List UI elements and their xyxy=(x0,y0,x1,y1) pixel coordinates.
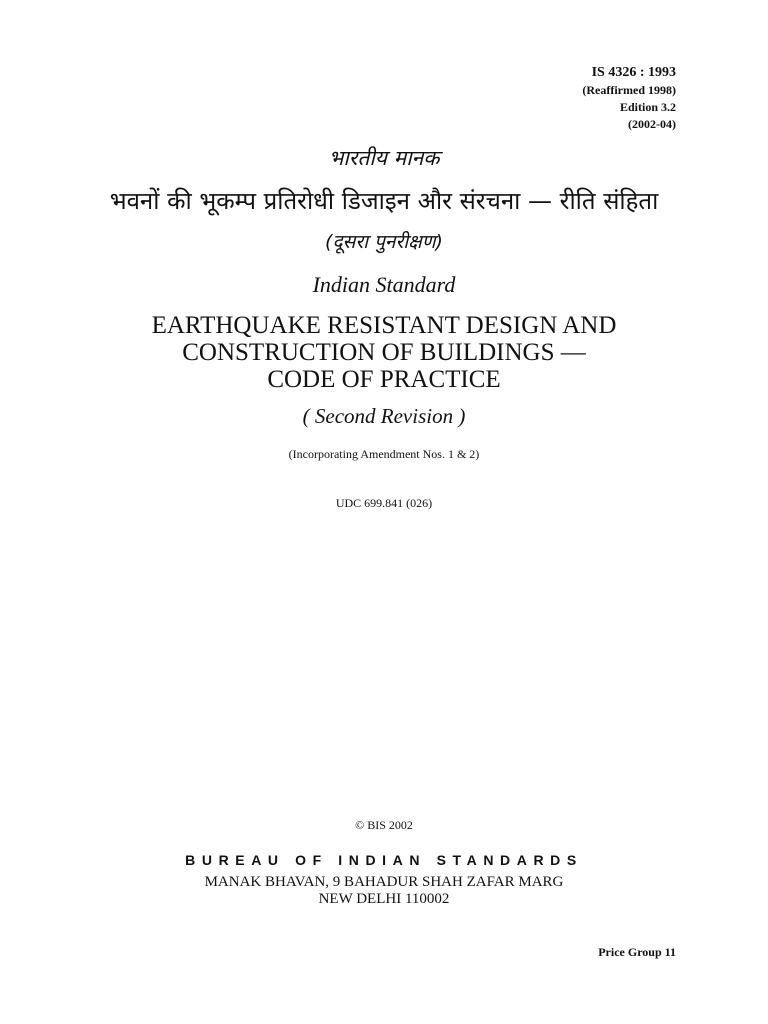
title-line: CONSTRUCTION OF BUILDINGS — xyxy=(182,339,586,366)
hindi-revision: (दूसरा पुनरीक्षण) xyxy=(325,231,443,253)
hindi-title: भवनों की भूकम्प प्रतिरोधी डिजाइन और संरचना — रीति संहिता xyxy=(109,187,659,215)
copyright-notice: © BIS 2002 xyxy=(355,818,413,832)
document-title xyxy=(0,312,768,393)
price-group: Price Group 11 xyxy=(598,945,676,959)
revision-label: ( Second Revision ) xyxy=(302,404,466,428)
publisher-name: BUREAU OF INDIAN STANDARDS xyxy=(185,852,583,868)
title-line: CODE OF PRACTICE xyxy=(267,366,501,393)
identification-block xyxy=(582,64,676,133)
edition-label: Edition 3.2 xyxy=(619,100,676,114)
publisher-city-line: NEW DELHI 110002 xyxy=(318,891,450,907)
reaffirmed-note: (Reaffirmed 1998) xyxy=(582,83,676,97)
title-line: EARTHQUAKE RESISTANT DESIGN AND xyxy=(151,312,617,339)
english-standard-label: Indian Standard xyxy=(312,272,456,297)
hindi-standard-label: भारतीय मानक xyxy=(328,146,440,170)
udc-code: UDC 699.841 (026) xyxy=(335,496,433,510)
standard-number: IS 4326 : 1993 xyxy=(591,65,676,80)
publisher-address-line: MANAK BHAVAN, 9 BAHADUR SHAH ZAFAR MARG xyxy=(204,874,564,890)
edition-date: (2002-04) xyxy=(628,117,676,131)
amendment-note: (Incorporating Amendment Nos. 1 & 2) xyxy=(288,447,480,461)
